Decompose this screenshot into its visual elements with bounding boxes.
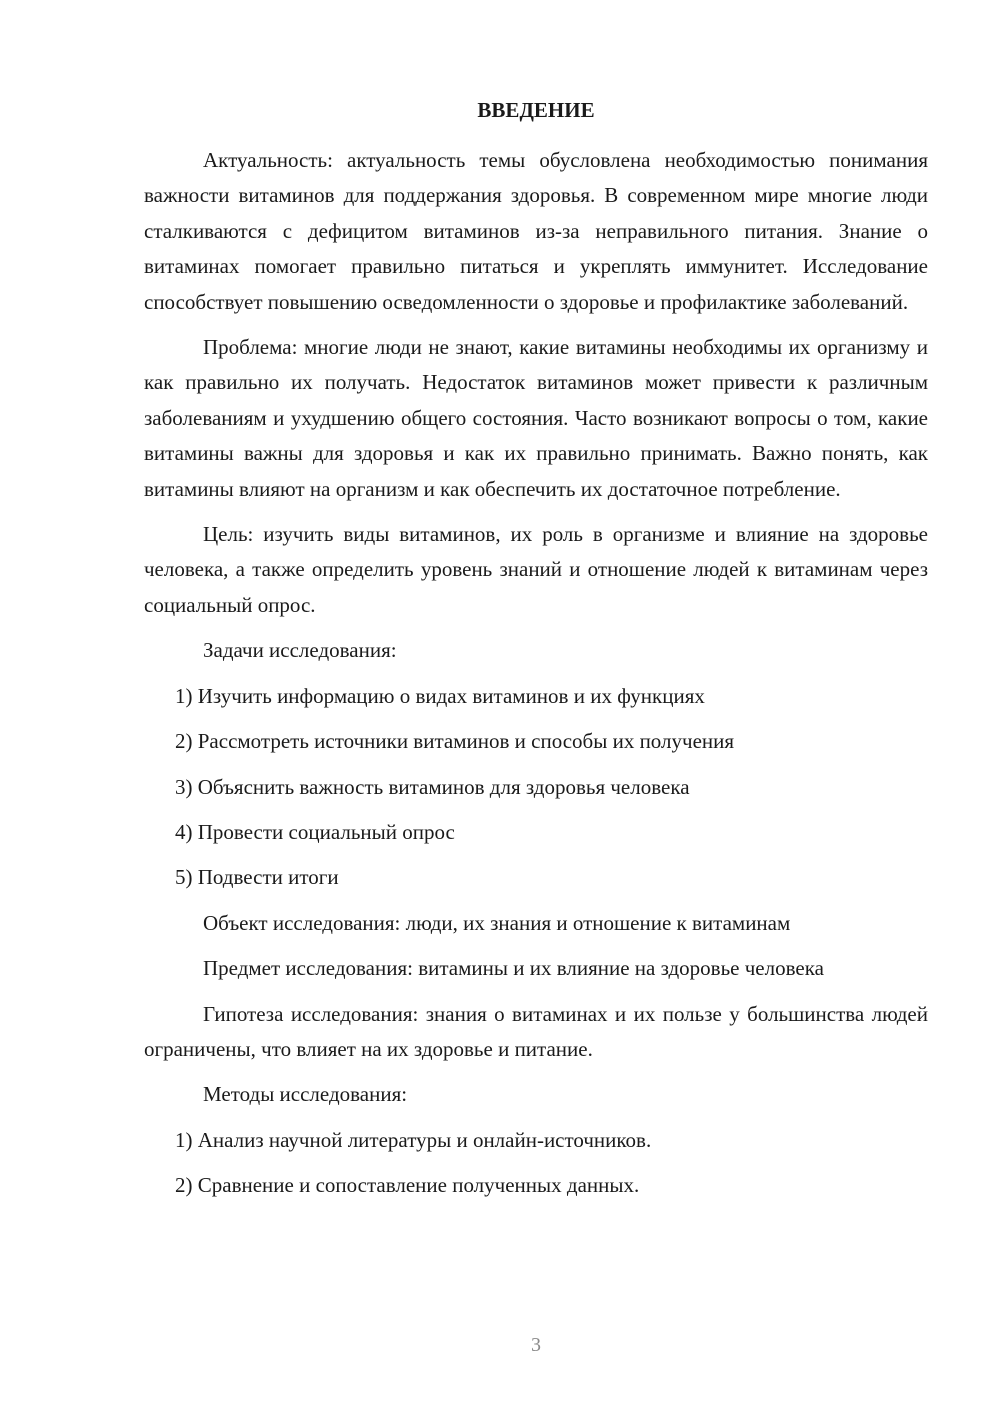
relevance-paragraph: Актуальность: актуальность темы обусловлена необходимостью понимания важности витаминов для поддержания здоровья. В современном мире многие люди сталкиваются с дефицитом витаминов из-за неправильного питания. Знание о витаминах помогает правильно питаться и укреплять иммунитет. Исследование способствует повышению осведомленности о здоровье и профилактике заболеваний. bbox=[144, 148, 928, 314]
hypothesis-paragraph: Гипотеза исследования: знания о витаминах и их пользе у большинства людей ограничены, что влияет на их здоровье и питание. bbox=[144, 1001, 928, 1061]
goal-paragraph: Цель: изучить виды витаминов, их роль в организме и влияние на здоровье человека, а также определить уровень знаний и отношение людей к витаминам через социальный опрос. bbox=[144, 522, 928, 617]
document-page bbox=[144, 95, 928, 1214]
object-line: Объект исследования: люди, их знания и отношение к витаминам bbox=[203, 910, 791, 935]
task-item-1: 1) Изучить информацию о видах витаминов и их функциях bbox=[175, 683, 705, 708]
task-item-4: 4) Провести социальный опрос bbox=[175, 819, 455, 844]
method-item-1: 1) Анализ научной литературы и онлайн-источников. bbox=[175, 1127, 652, 1152]
task-item-5: 5) Подвести итоги bbox=[175, 865, 339, 890]
subject-paragraph: Предмет исследования: витамины и их влияние на здоровье человека bbox=[203, 956, 824, 981]
tasks-heading: Задачи исследования: bbox=[203, 638, 397, 663]
methods-heading: Методы исследования: bbox=[203, 1082, 408, 1107]
page-number: 3 bbox=[531, 1334, 541, 1356]
page-title: ВВЕДЕНИЕ bbox=[477, 98, 595, 122]
problem-paragraph: Проблема: многие люди не знают, какие витамины необходимы их организму и как правильно их получать. Недостаток витаминов может привести к различным заболеваниям и ухудшению общего состояния. Часто возникают вопросы о том, какие витамины важны для здоровья и как их правильно принимать. Важно понять, как витамины влияют на организм и как обеспечить их достаточное потребление. bbox=[144, 335, 928, 501]
task-item-2: 2) Рассмотреть источники витаминов и способы их получения bbox=[175, 729, 735, 754]
task-item-3: 3) Объяснить важность витаминов для здоровья человека bbox=[175, 774, 690, 799]
method-item-2: 2) Сравнение и сопоставление полученных данных. bbox=[175, 1173, 640, 1198]
